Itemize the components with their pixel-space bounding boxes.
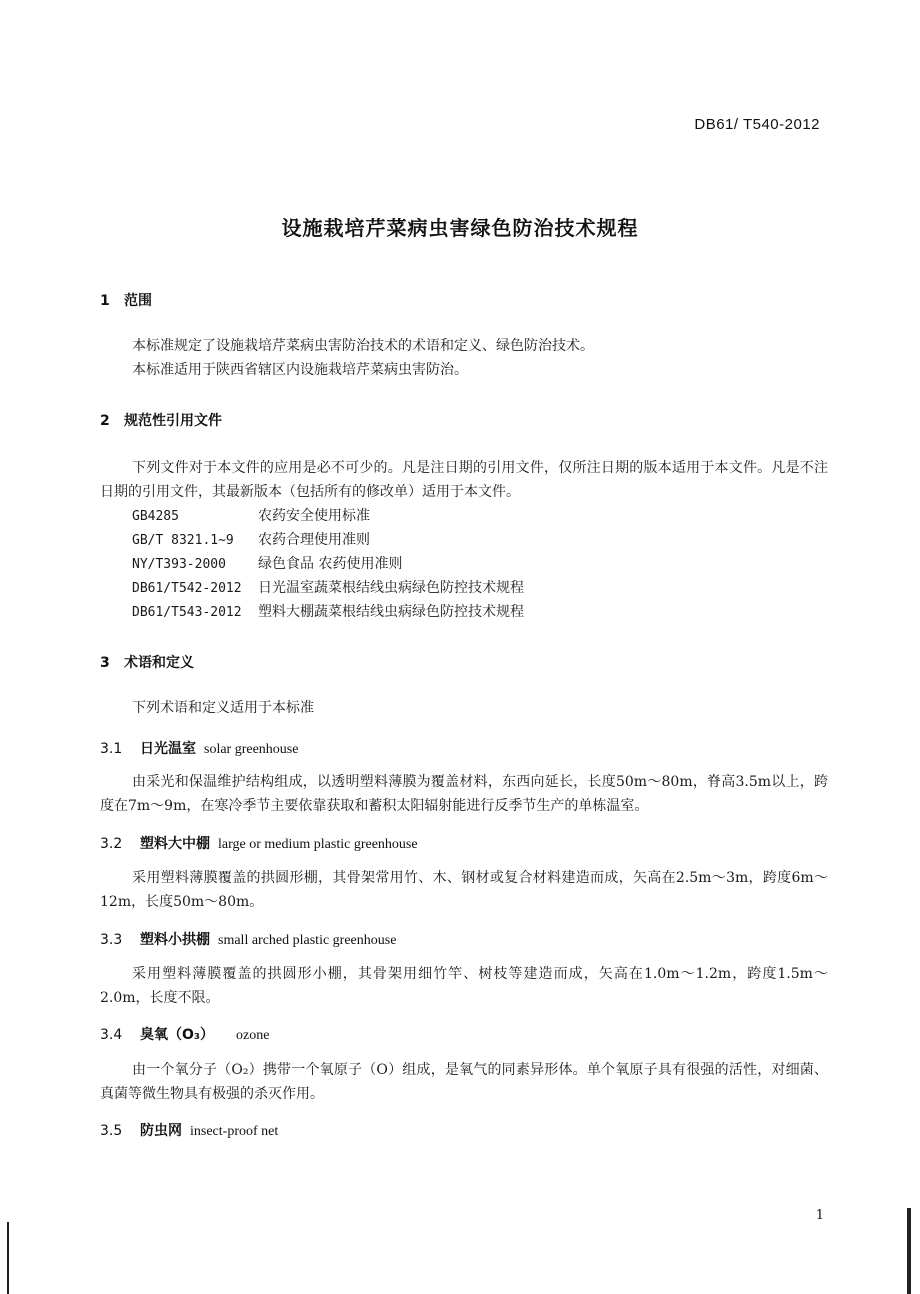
term-english: insect-proof net bbox=[190, 1124, 279, 1139]
standard-code: DB61/ T540-2012 bbox=[694, 116, 820, 133]
reference-item bbox=[132, 552, 402, 577]
scope-line: 本标准适用于陕西省辖区内设施栽培芹菜病虫害防治。 bbox=[132, 362, 468, 378]
reference-item bbox=[132, 600, 524, 625]
section-heading-scope bbox=[100, 290, 152, 310]
term-definition: 采用塑料薄膜覆盖的拱圆形小棚，其骨架用细竹竿、树枝等建造而成，矢高在1.0m～1.2m，跨度1.5m～2.0m，长度不限。 bbox=[100, 966, 828, 1006]
term-english: solar greenhouse bbox=[204, 742, 299, 757]
reference-code: GB/T 8321.1~9 bbox=[132, 533, 234, 548]
term-english: large or medium plastic greenhouse bbox=[218, 837, 418, 852]
term-number: 3.3 bbox=[100, 932, 123, 948]
page-number: 1 bbox=[815, 1208, 824, 1223]
term-chinese: 防虫网 bbox=[140, 1123, 182, 1139]
term-heading bbox=[100, 1024, 269, 1044]
scope-line: 本标准规定了设施栽培芹菜病虫害防治技术的术语和定义、绿色防治技术。 bbox=[132, 338, 594, 354]
term-english: ozone bbox=[236, 1028, 270, 1043]
reference-code: NY/T393-2000 bbox=[132, 557, 226, 572]
reference-title: 日光温室蔬菜根结线虫病绿色防控技术规程 bbox=[258, 580, 524, 596]
term-heading bbox=[100, 833, 418, 853]
term-definition: 采用塑料薄膜覆盖的拱圆形棚，其骨架常用竹、木、钢材或复合材料建造而成，矢高在2.5m～3m，跨度6m～12m，长度50m～80m。 bbox=[100, 870, 828, 910]
term-definition: 由采光和保温维护结构组成，以透明塑料薄膜为覆盖材料，东西向延长，长度50m～80m，脊高3.5m以上，跨度在7m～9m，在寒冷季节主要依靠获取和蓄积太阳辐射能进行反季节生产的单栋温室。 bbox=[100, 774, 828, 814]
reference-title: 绿色食品 农药使用准则 bbox=[258, 556, 403, 572]
term-heading bbox=[100, 738, 298, 758]
reference-item bbox=[132, 576, 524, 601]
scan-edge-mark bbox=[907, 1208, 911, 1294]
term-chinese: 臭氧（O₃） bbox=[140, 1027, 215, 1043]
term-heading bbox=[100, 929, 396, 949]
section-number: 2 bbox=[100, 413, 110, 429]
term-definition: 由一个氧分子（O₂）携带一个氧原子（O）组成，是氧气的同素异形体。单个氧原子具有很强的活性，对细菌、真菌等微生物具有极强的杀灭作用。 bbox=[100, 1062, 828, 1102]
term-number: 3.5 bbox=[100, 1123, 123, 1139]
section-number: 1 bbox=[100, 293, 110, 309]
reference-item bbox=[132, 504, 370, 529]
section-heading-terms bbox=[100, 652, 194, 672]
references-intro: 下列文件对于本文件的应用是必不可少的。凡是注日期的引用文件，仅所注日期的版本适用于本文件。凡是不注日期的引用文件，其最新版本（包括所有的修改单）适用于本文件。 bbox=[100, 460, 828, 500]
document-title: 设施栽培芹菜病虫害绿色防治技术规程 bbox=[281, 216, 639, 240]
section-heading-normative-references bbox=[100, 410, 222, 430]
scan-edge-mark bbox=[7, 1222, 9, 1294]
term-chinese: 塑料小拱棚 bbox=[140, 932, 210, 948]
reference-code: DB61/T543-2012 bbox=[132, 605, 242, 620]
term-chinese: 塑料大中棚 bbox=[140, 836, 210, 852]
reference-item bbox=[132, 528, 370, 553]
term-number: 3.1 bbox=[100, 741, 123, 757]
section-title: 范围 bbox=[124, 293, 152, 309]
reference-code: GB4285 bbox=[132, 509, 179, 524]
reference-title: 农药安全使用标准 bbox=[258, 508, 370, 524]
term-chinese: 日光温室 bbox=[140, 741, 196, 757]
reference-code: DB61/T542-2012 bbox=[132, 581, 242, 596]
reference-title: 塑料大棚蔬菜根结线虫病绿色防控技术规程 bbox=[258, 604, 524, 620]
term-number: 3.2 bbox=[100, 836, 123, 852]
term-number: 3.4 bbox=[100, 1027, 123, 1043]
section-title: 规范性引用文件 bbox=[124, 413, 222, 429]
section-title: 术语和定义 bbox=[124, 655, 194, 671]
term-heading bbox=[100, 1120, 278, 1140]
reference-title: 农药合理使用准则 bbox=[258, 532, 370, 548]
terms-intro: 下列术语和定义适用于本标准 bbox=[132, 700, 314, 716]
term-english: small arched plastic greenhouse bbox=[218, 933, 397, 948]
section-number: 3 bbox=[100, 655, 110, 671]
